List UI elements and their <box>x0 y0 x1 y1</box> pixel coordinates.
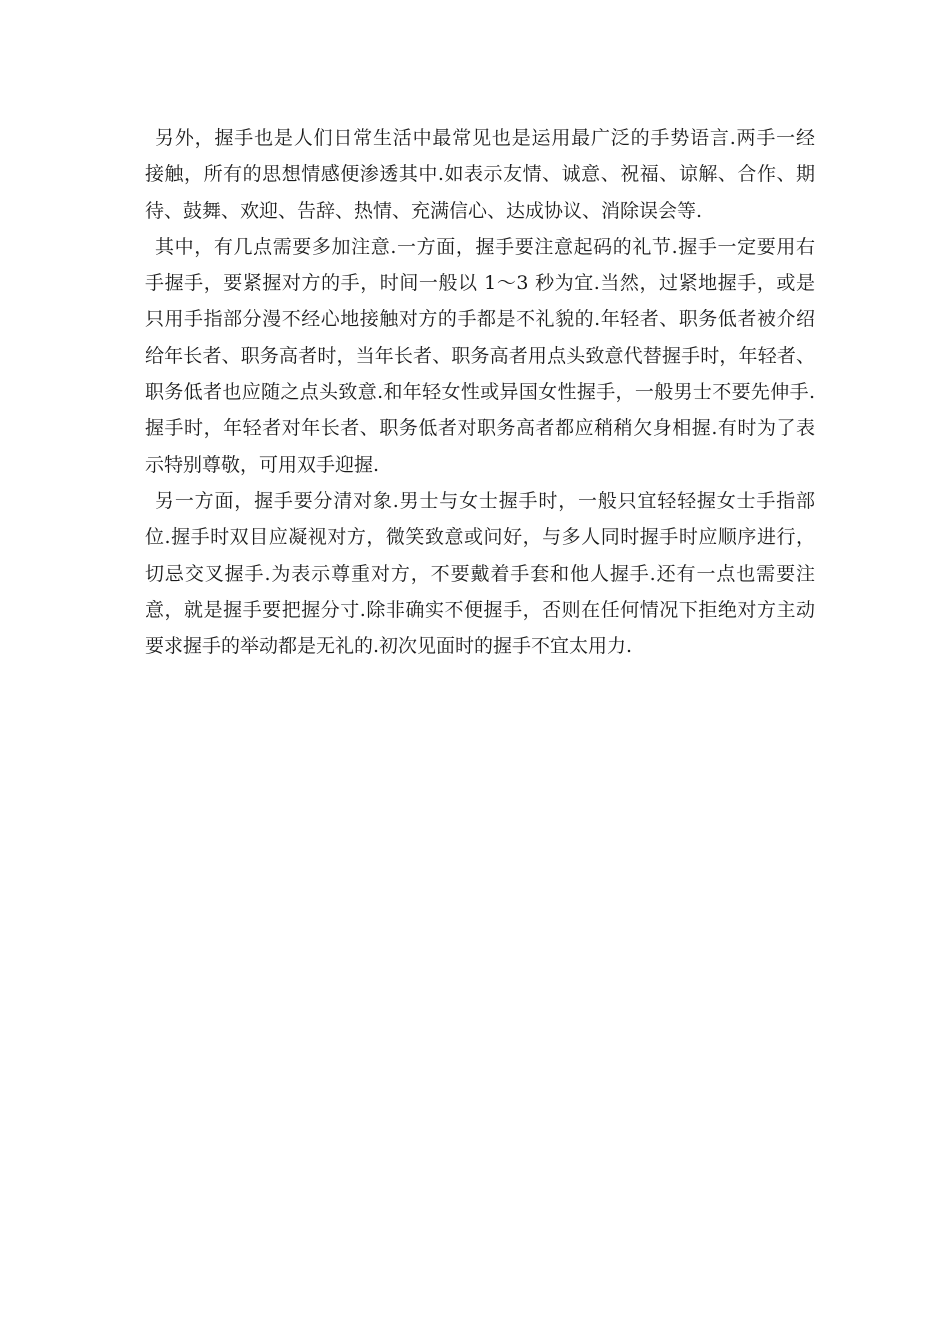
text-line: 职务低者也应随之点头致意.和年轻女性或异国女性握手，一般男士不要先伸手. <box>145 381 815 404</box>
text-line: 位.握手时双目应凝视对方，微笑致意或问好，与多人同时握手时应顺序进行， <box>145 526 815 549</box>
text-line: 握手时，年轻者对年长者、职务低者对职务高者都应稍稍欠身相握.有时为了表 <box>145 417 815 440</box>
text-line: 接触，所有的思想情感便渗透其中.如表示友情、诚意、祝福、谅解、合作、期 <box>145 163 815 186</box>
text-line: 切忌交叉握手.为表示尊重对方，不要戴着手套和他人握手.还有一点也需要注 <box>145 562 815 585</box>
text-line: 意，就是握手要把握分寸.除非确实不便握手，否则在任何情况下拒绝对方主动 <box>145 598 815 621</box>
text-line: 只用手指部分漫不经心地接触对方的手都是不礼貌的.年轻者、职务低者被介绍 <box>145 308 815 331</box>
document-body <box>145 120 815 664</box>
text-line: 要求握手的举动都是无礼的.初次见面时的握手不宜太用力. <box>145 635 633 658</box>
text-line: 其中，有几点需要多加注意.一方面，握手要注意起码的礼节.握手一定要用右 <box>155 235 815 258</box>
text-line: 另一方面，握手要分清对象.男士与女士握手时，一般只宜轻轻握女士手指部 <box>155 489 815 512</box>
paragraph-handshake-etiquette <box>145 229 815 483</box>
text-line: 另外，握手也是人们日常生活中最常见也是运用最广泛的手势语言.两手一经 <box>155 127 815 149</box>
text-line: 示特别尊敬，可用双手迎握. <box>145 453 380 476</box>
text-line: 手握手，要紧握对方的手，时间一般以 1～3 秒为宜.当然，过紧地握手，或是 <box>145 272 815 295</box>
paragraph-handshake-objects <box>145 483 815 664</box>
text-line: 待、鼓舞、欢迎、告辞、热情、充满信心、达成协议、消除误会等. <box>145 199 703 222</box>
text-line: 给年长者、职务高者时，当年长者、职务高者用点头致意代替握手时，年轻者、 <box>145 344 815 367</box>
paragraph-handshake-body-language <box>145 120 815 229</box>
